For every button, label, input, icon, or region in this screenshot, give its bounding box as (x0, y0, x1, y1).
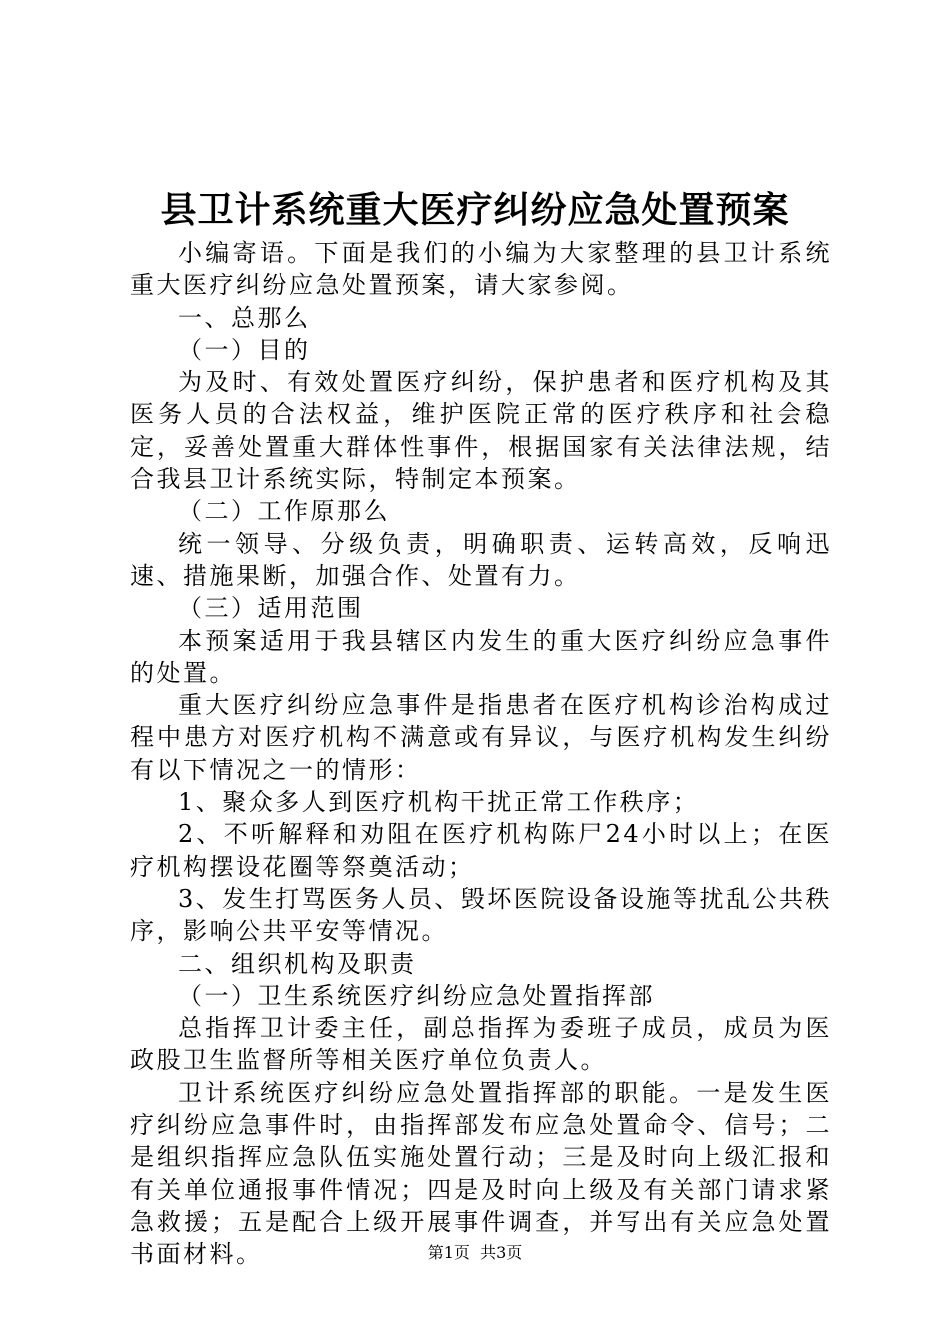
paragraph-scope: 本预案适用于我县辖区内发生的重大医疗纠纷应急事件的处置。 (130, 626, 832, 687)
heading-organization: 二、组织机构及职责 (178, 949, 417, 978)
page-footer (0, 1242, 950, 1264)
document-title: 县卫计系统重大医疗纠纷应急处置预案 (160, 189, 790, 231)
subheading-purpose: （一）目的 (178, 335, 311, 364)
paragraph-purpose: 为及时、有效处置医疗纠纷，保护患者和医疗机构及其医务人员的合法权益，维护医院正常的医疗秩序和社会稳定，妥善处置重大群体性事件，根据国家有关法律法规，结合我县卫计系统实际，特制定本预案。 (130, 368, 832, 494)
paragraph-command-members: 总指挥卫计委主任，副总指挥为委班子成员，成员为医政股卫生监督所等相关医疗单位负责人。 (130, 1014, 832, 1075)
heading-general: 一、总那么 (178, 303, 311, 332)
paragraph-definition: 重大医疗纠纷应急事件是指患者在医疗机构诊治构成过程中患方对医疗机构不满意或有异议，与医疗机构发生纠纷有以下情况之一的情形： (130, 691, 832, 784)
subheading-scope: （三）适用范围 (178, 594, 364, 623)
document-body (130, 237, 832, 1271)
subheading-principles: （二）工作原那么 (178, 497, 390, 526)
page-number: 第1页 共3页 (427, 1243, 523, 1262)
list-item-2: 2、不听解释和劝阻在医疗机构陈尸24小时以上；在医疗机构摆设花圈等祭奠活动； (130, 820, 832, 881)
list-item-3: 3、发生打骂医务人员、毁坏医院设备设施等扰乱公共秩序，影响公共平安等情况。 (130, 884, 832, 946)
paragraph-principles: 统一领导、分级负责，明确职责、运转高效，反响迅速、措施果断，加强合作、处置有力。 (130, 529, 832, 590)
paragraph-intro: 小编寄语。下面是我们的小编为大家整理的县卫计系统重大医疗纠纷应急处置预案，请大家参阅。 (130, 239, 832, 300)
list-item-1: 1、聚众多人到医疗机构干扰正常工作秩序； (178, 788, 700, 817)
subheading-command: （一）卫生系统医疗纠纷应急处置指挥部 (178, 981, 655, 1010)
paragraph-command-functions: 卫计系统医疗纠纷应急处置指挥部的职能。一是发生医疗纠纷应急事件时，由指挥部发布应急处置命令、信号；二是组织指挥应急队伍实施处置行动；三是及时向上级汇报和有关单位通报事件情况；四是及时向上级及有关部门请求紧急救援；五是配合上级开展事件调查，并写出有关应急处置书面材料。 (130, 1078, 832, 1269)
